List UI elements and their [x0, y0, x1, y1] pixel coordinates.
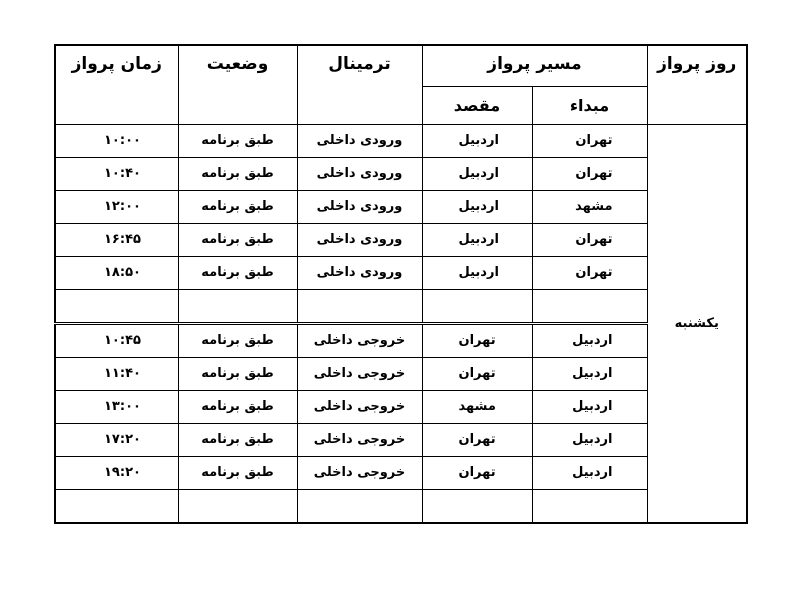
origin-cell: تهران: [532, 124, 647, 157]
origin-cell: تهران: [532, 223, 647, 256]
header-origin: مبداء: [532, 86, 647, 124]
time-cell: ۱۰:۰۰: [55, 124, 178, 157]
status-cell: طبق برنامه: [178, 124, 297, 157]
terminal-cell: خروجی داخلی: [297, 323, 422, 357]
empty-cell: [55, 489, 178, 523]
destination-cell: اردبیل: [422, 190, 532, 223]
destination-cell: تهران: [422, 456, 532, 489]
destination-cell: تهران: [422, 423, 532, 456]
header-route: مسیر پرواز: [422, 45, 647, 86]
status-cell: طبق برنامه: [178, 423, 297, 456]
table-row: [55, 456, 747, 489]
terminal-cell: خروجی داخلی: [297, 423, 422, 456]
destination-cell: اردبیل: [422, 256, 532, 289]
empty-cell: [532, 289, 647, 323]
header-time: زمان پرواز: [55, 45, 178, 124]
origin-cell: اردبیل: [532, 390, 647, 423]
origin-cell: اردبیل: [532, 456, 647, 489]
empty-row: [55, 289, 747, 323]
origin-cell: اردبیل: [532, 423, 647, 456]
time-cell: ۱۰:۴۵: [55, 323, 178, 357]
time-cell: ۱۷:۲۰: [55, 423, 178, 456]
time-cell: ۱۲:۰۰: [55, 190, 178, 223]
table-row: [55, 323, 747, 357]
day-cell: یکشنبه: [647, 124, 747, 523]
header-terminal: ترمینال: [297, 45, 422, 124]
terminal-cell: خروجی داخلی: [297, 456, 422, 489]
status-cell: طبق برنامه: [178, 190, 297, 223]
schedule-body: [55, 124, 747, 523]
time-cell: ۱۳:۰۰: [55, 390, 178, 423]
destination-cell: تهران: [422, 357, 532, 390]
table-row: [55, 223, 747, 256]
destination-cell: اردبیل: [422, 157, 532, 190]
empty-cell: [178, 489, 297, 523]
destination-cell: اردبیل: [422, 223, 532, 256]
empty-cell: [178, 289, 297, 323]
destination-cell: اردبیل: [422, 124, 532, 157]
empty-cell: [297, 289, 422, 323]
table-row: [55, 190, 747, 223]
status-cell: طبق برنامه: [178, 223, 297, 256]
time-cell: ۱۶:۴۵: [55, 223, 178, 256]
time-cell: ۱۱:۴۰: [55, 357, 178, 390]
status-cell: طبق برنامه: [178, 157, 297, 190]
terminal-cell: ورودی داخلی: [297, 124, 422, 157]
time-cell: ۱۹:۲۰: [55, 456, 178, 489]
time-cell: ۱۸:۵۰: [55, 256, 178, 289]
terminal-cell: ورودی داخلی: [297, 157, 422, 190]
terminal-cell: ورودی داخلی: [297, 190, 422, 223]
header-destination: مقصد: [422, 86, 532, 124]
terminal-cell: خروجی داخلی: [297, 390, 422, 423]
table-row: [55, 423, 747, 456]
status-cell: طبق برنامه: [178, 390, 297, 423]
terminal-cell: ورودی داخلی: [297, 256, 422, 289]
status-cell: طبق برنامه: [178, 357, 297, 390]
origin-cell: اردبیل: [532, 323, 647, 357]
empty-cell: [422, 289, 532, 323]
empty-cell: [55, 289, 178, 323]
table-row: [55, 256, 747, 289]
status-cell: طبق برنامه: [178, 323, 297, 357]
terminal-cell: خروجی داخلی: [297, 357, 422, 390]
empty-cell: [532, 489, 647, 523]
destination-cell: تهران: [422, 323, 532, 357]
origin-cell: اردبیل: [532, 357, 647, 390]
table-row: [55, 390, 747, 423]
empty-cell: [297, 489, 422, 523]
table-row: [55, 124, 747, 157]
status-cell: طبق برنامه: [178, 456, 297, 489]
origin-cell: مشهد: [532, 190, 647, 223]
origin-cell: تهران: [532, 157, 647, 190]
destination-cell: مشهد: [422, 390, 532, 423]
origin-cell: تهران: [532, 256, 647, 289]
status-cell: طبق برنامه: [178, 256, 297, 289]
header-day: روز پرواز: [647, 45, 747, 124]
empty-row: [55, 489, 747, 523]
header-status: وضعیت: [178, 45, 297, 124]
table-row: [55, 357, 747, 390]
time-cell: ۱۰:۴۰: [55, 157, 178, 190]
table-row: [55, 157, 747, 190]
terminal-cell: ورودی داخلی: [297, 223, 422, 256]
flight-schedule-table: [54, 44, 748, 524]
empty-cell: [422, 489, 532, 523]
